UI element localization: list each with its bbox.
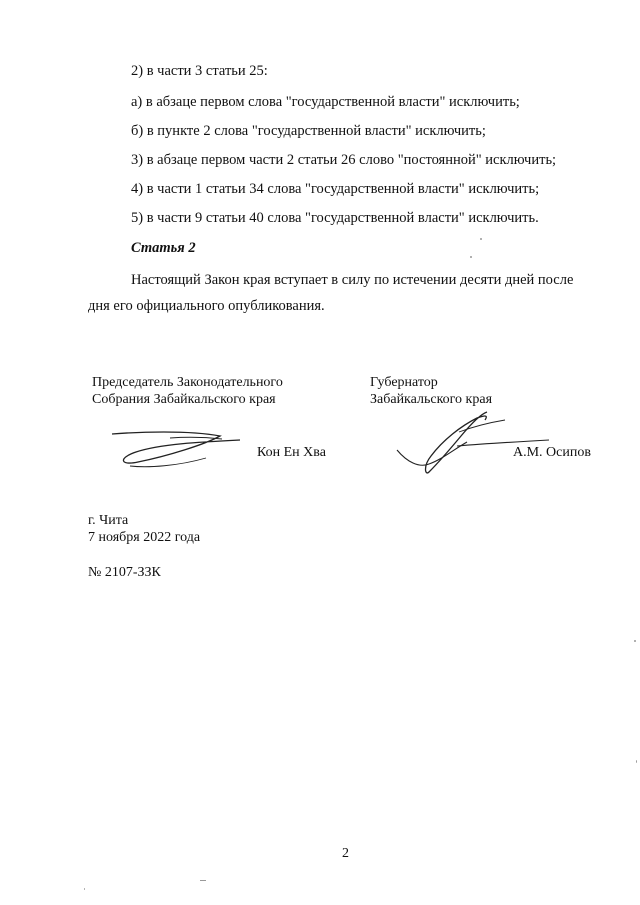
city-label: г. Чита [88, 513, 129, 528]
amendment-item-2b: б) в пункте 2 слова "государственной власти" исключить; [131, 123, 486, 139]
left-signatory-title-line1: Председатель Законодательного [92, 375, 283, 390]
amendment-item-5: 5) в части 9 статьи 40 слова "государственной власти" исключить. [131, 210, 539, 226]
page-number: 2 [342, 846, 349, 861]
amendment-item-2a: а) в абзаце первом слова "государственной власти" исключить; [131, 94, 520, 110]
amendment-item-3: 3) в абзаце первом части 2 статьи 26 слово "постоянной" исключить; [131, 152, 557, 168]
left-signatory-title-line2: Собрания Забайкальского края [92, 392, 276, 407]
left-signature-image [108, 422, 248, 474]
scan-speck [634, 640, 636, 642]
scan-speck [636, 760, 637, 763]
scan-speck [84, 888, 85, 890]
left-signatory-name: Кон Ен Хва [257, 445, 326, 460]
article-2-text-line1: Настоящий Закон края вступает в силу по истечении десяти дней после [131, 272, 574, 288]
scan-speck [470, 256, 472, 258]
amendment-item-4: 4) в части 1 статьи 34 слова "государственной власти" исключить; [131, 181, 540, 197]
signing-date: 7 ноября 2022 года [88, 530, 201, 545]
article-2-heading: Статья 2 [131, 240, 196, 256]
right-signatory-title-line2: Забайкальского края [370, 392, 493, 407]
law-number: № 2107-ЗЗК [88, 565, 161, 580]
article-2-text-line2: дня его официального опубликования. [88, 298, 325, 314]
amendment-item-2: 2) в части 3 статьи 25: [131, 63, 268, 79]
scan-speck [480, 238, 482, 240]
right-signatory-title-line1: Губернатор [370, 375, 438, 390]
right-signatory-name: А.М. Осипов [513, 445, 591, 460]
scan-speck [200, 880, 206, 881]
